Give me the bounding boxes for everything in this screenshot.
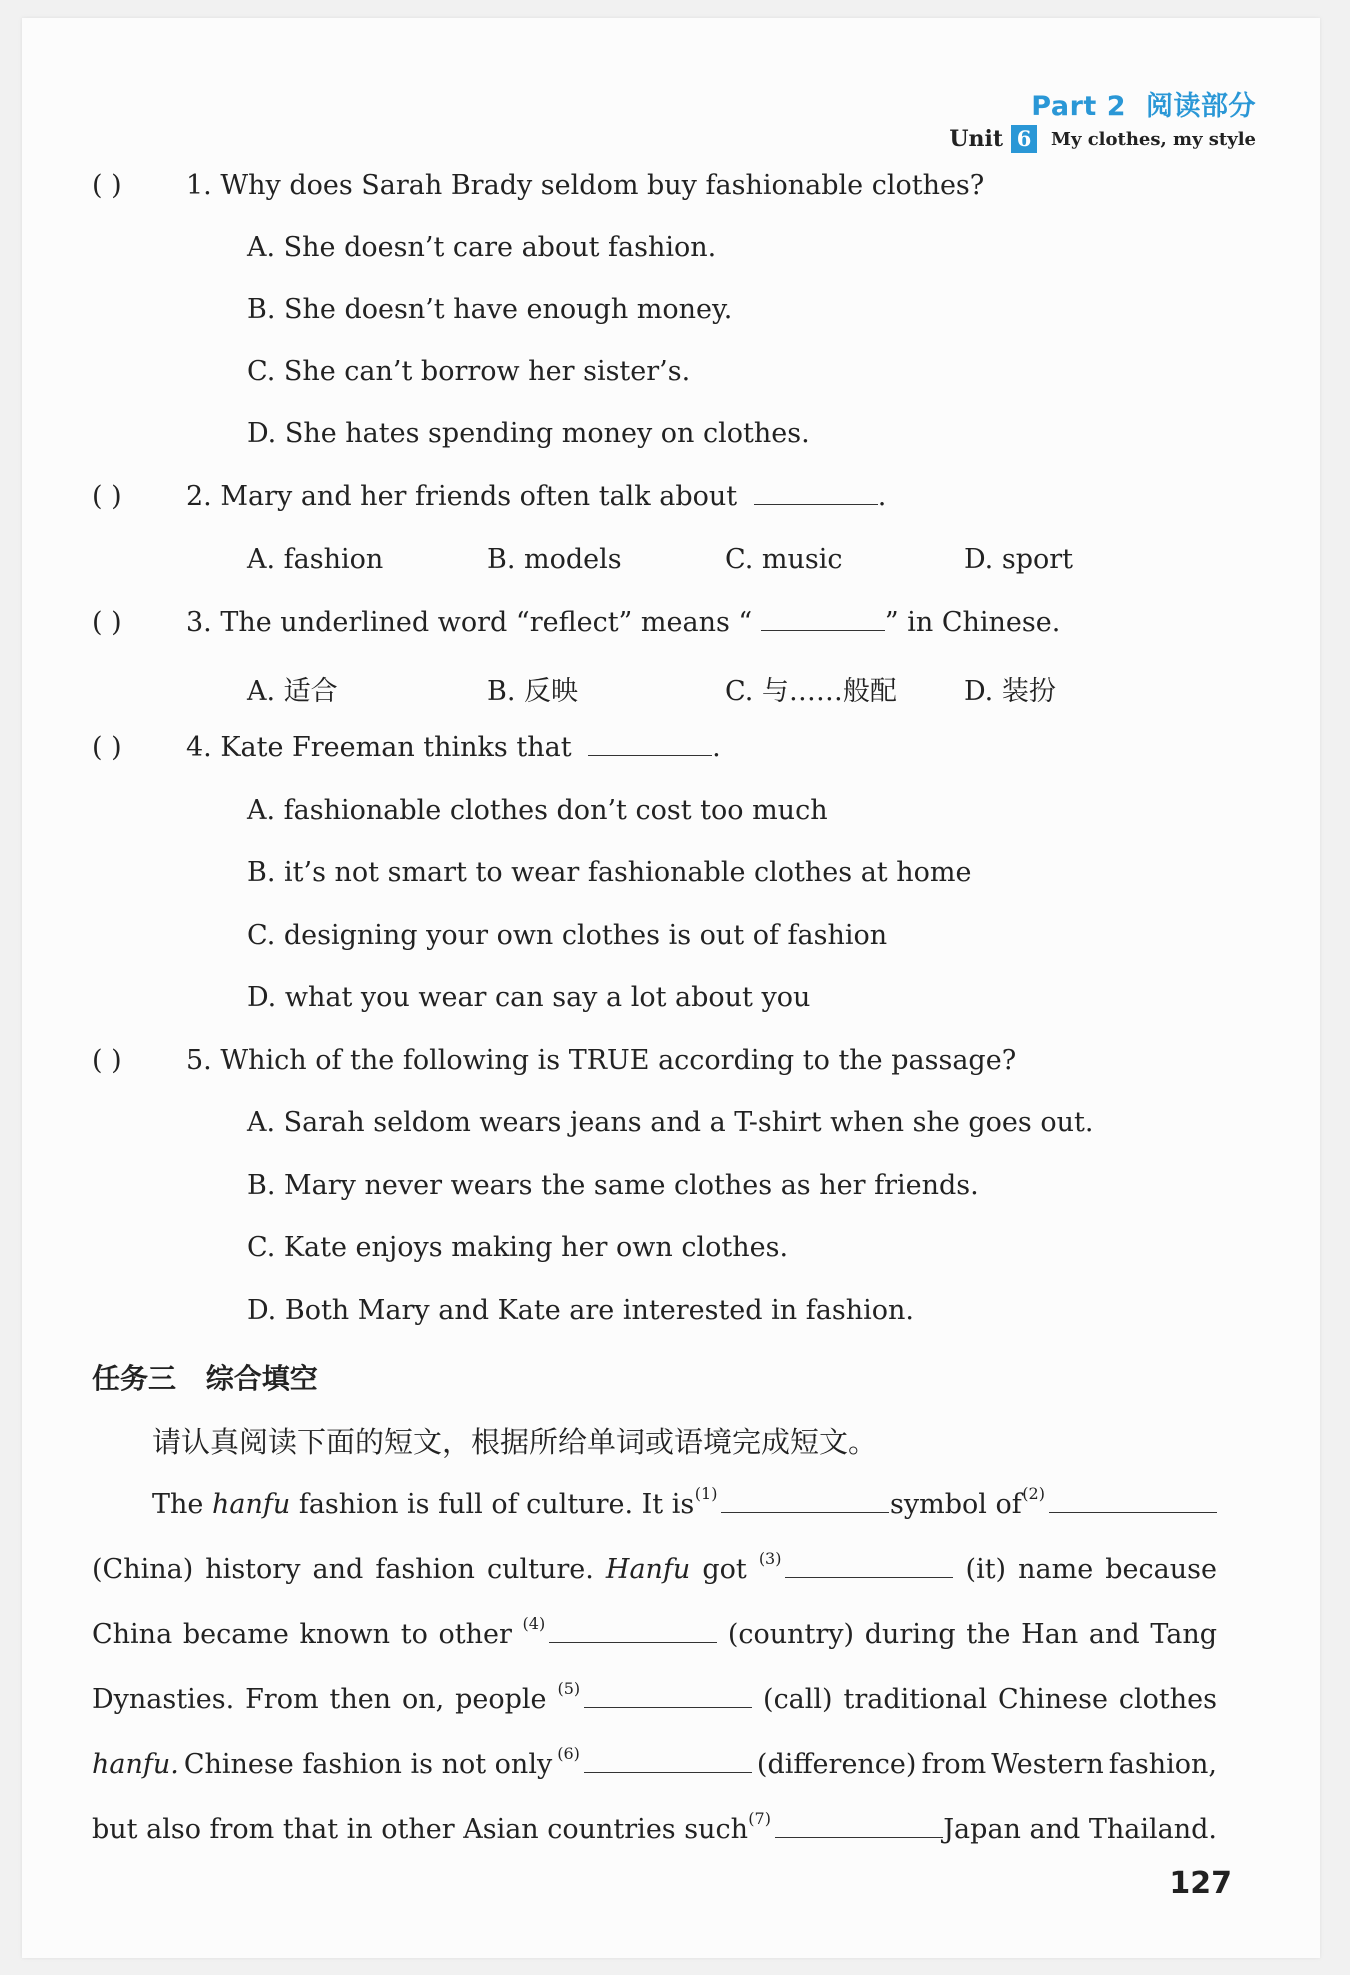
option: B. it’s not smart to wear fashionable clothes at home — [247, 857, 972, 888]
question-stem: 2. Mary and her friends often talk about — [186, 481, 738, 512]
passage-text: from — [921, 1749, 987, 1780]
passage-text: because — [1105, 1554, 1217, 1585]
answer-bracket[interactable]: ( ) — [92, 170, 122, 201]
option: C. music — [725, 544, 843, 575]
passage-line — [92, 1744, 1217, 1780]
question-stem-end: ” in Chinese. — [884, 607, 1061, 638]
passage-text: The — [152, 1489, 204, 1520]
passage-text: traditional — [843, 1684, 988, 1715]
section-title: 任务三 综合填空 — [92, 1362, 318, 1395]
option: A. fashionable clothes don’t cost too much — [247, 795, 828, 826]
passage-text: (it) — [965, 1554, 1007, 1585]
passage-text: fashion — [375, 1554, 475, 1585]
option: D. what you wear can say a lot about you — [247, 982, 811, 1013]
passage-text: the — [966, 1619, 1011, 1650]
option: C. Kate enjoys making her own clothes. — [247, 1232, 789, 1263]
answer-bracket[interactable]: ( ) — [92, 481, 122, 512]
passage-line — [152, 1484, 1217, 1520]
option: A. fashion — [247, 544, 384, 575]
question-stem: 5. Which of the following is TRUE according to the passage? — [186, 1045, 1017, 1076]
question-5 — [92, 1045, 1016, 1076]
fill-blank-2[interactable] — [1049, 1492, 1217, 1513]
passage-text: known — [299, 1619, 391, 1650]
option: B. models — [487, 544, 622, 575]
passage-text: (call) — [763, 1684, 833, 1715]
passage-text: Hanfu — [605, 1554, 691, 1585]
fill-blank-4[interactable] — [549, 1622, 717, 1643]
passage-text: fashion, — [1108, 1749, 1217, 1780]
passage-line — [92, 1809, 1217, 1845]
page-number: 127 — [1169, 1866, 1232, 1901]
fill-blank-3[interactable] — [785, 1557, 953, 1578]
passage-text: symbol of — [890, 1489, 1022, 1520]
unit-number-badge: 6 — [1011, 125, 1037, 153]
passage-text: (China) — [92, 1554, 194, 1585]
option: B. Mary never wears the same clothes as her friends. — [247, 1170, 979, 1201]
passage-line — [92, 1614, 1217, 1650]
passage-text: Han — [1021, 1619, 1079, 1650]
passage-text: became — [182, 1619, 289, 1650]
question-stem: 3. The underlined word “reflect” means “ — [186, 607, 753, 638]
blank-number: (2) — [1022, 1484, 1045, 1503]
option: C. designing your own clothes is out of fashion — [247, 920, 888, 951]
passage-text: Chinese — [998, 1684, 1108, 1715]
passage-text: (country) — [727, 1619, 855, 1650]
passage-text: and — [1088, 1619, 1140, 1650]
option: C. 与……般配 — [725, 676, 897, 707]
option: D. Both Mary and Kate are interested in fashion. — [247, 1295, 914, 1326]
option: B. 反映 — [487, 676, 579, 707]
passage-line — [92, 1679, 1217, 1715]
passage-text: Japan and Thailand. — [943, 1814, 1217, 1845]
part-title: 阅读部分 — [1146, 91, 1256, 122]
unit-label: Unit — [949, 126, 1004, 152]
fill-blank-6[interactable] — [584, 1752, 752, 1773]
answer-bracket[interactable]: ( ) — [92, 607, 122, 638]
blank-number: (4) — [522, 1614, 546, 1633]
passage-text: Chinese fashion is not only — [183, 1749, 553, 1780]
passage-text: fashion is full of culture. It is — [298, 1489, 695, 1520]
passage-text: Dynasties. — [92, 1684, 235, 1715]
unit-title: My clothes, my style — [1051, 128, 1256, 150]
option: A. She doesn’t care about fashion. — [247, 232, 717, 263]
fill-blank-7[interactable] — [775, 1817, 943, 1838]
section-instruction: 请认真阅读下面的短文，根据所给单词或语境完成短文。 — [152, 1425, 878, 1459]
option: A. Sarah seldom wears jeans and a T-shirt when she goes out. — [247, 1107, 1094, 1138]
passage-text: (difference) — [756, 1749, 917, 1780]
passage-text: From — [245, 1684, 319, 1715]
blank-number: (5) — [557, 1679, 581, 1698]
passage-text: culture. — [487, 1554, 594, 1585]
option: A. 适合 — [247, 676, 338, 707]
blank-number: (6) — [557, 1744, 580, 1763]
answer-bracket[interactable]: ( ) — [92, 732, 122, 763]
blank-number: (1) — [694, 1484, 718, 1503]
question-2 — [92, 481, 886, 512]
answer-blank[interactable] — [761, 608, 885, 631]
question-stem-end: . — [712, 732, 721, 763]
passage-text: history — [205, 1554, 301, 1585]
question-stem-end: . — [877, 481, 887, 512]
passage-text: hanfu — [211, 1489, 291, 1520]
passage-text: then — [329, 1684, 392, 1715]
question-stem: 1. Why does Sarah Brady seldom buy fashionable clothes? — [186, 170, 985, 201]
option: C. She can’t borrow her sister’s. — [247, 356, 691, 387]
answer-blank[interactable] — [588, 733, 712, 756]
option: D. 装扮 — [964, 676, 1056, 707]
question-3 — [92, 607, 1060, 638]
blank-number: (3) — [758, 1549, 782, 1568]
passage-text: clothes — [1118, 1684, 1217, 1715]
answer-blank[interactable] — [754, 482, 878, 505]
passage-text: people — [455, 1684, 547, 1715]
option: B. She doesn’t have enough money. — [247, 294, 733, 325]
question-1 — [92, 170, 984, 201]
part-label: Part 2 — [1031, 91, 1126, 122]
passage-text: Tang — [1150, 1619, 1217, 1650]
passage-text: but also from that in other Asian countries such — [92, 1814, 748, 1845]
passage-line — [92, 1549, 1217, 1585]
option: D. sport — [964, 544, 1074, 575]
option: D. She hates spending money on clothes. — [247, 418, 810, 449]
question-4 — [92, 732, 721, 763]
passage-text: got — [702, 1554, 747, 1585]
passage-text: on, — [401, 1684, 445, 1715]
passage-text: to — [400, 1619, 428, 1650]
passage-text: name — [1018, 1554, 1094, 1585]
blank-number: (7) — [748, 1809, 771, 1828]
fill-blank-1[interactable] — [721, 1492, 889, 1513]
passage-text: Western — [991, 1749, 1104, 1780]
passage-text: China — [92, 1619, 173, 1650]
passage-text: during — [864, 1619, 956, 1650]
fill-blank-5[interactable] — [584, 1687, 752, 1708]
passage-text: hanfu. — [92, 1749, 179, 1780]
answer-bracket[interactable]: ( ) — [92, 1045, 122, 1076]
passage-text: and — [312, 1554, 364, 1585]
question-stem: 4. Kate Freeman thinks that — [186, 732, 572, 763]
passage-text: other — [438, 1619, 512, 1650]
